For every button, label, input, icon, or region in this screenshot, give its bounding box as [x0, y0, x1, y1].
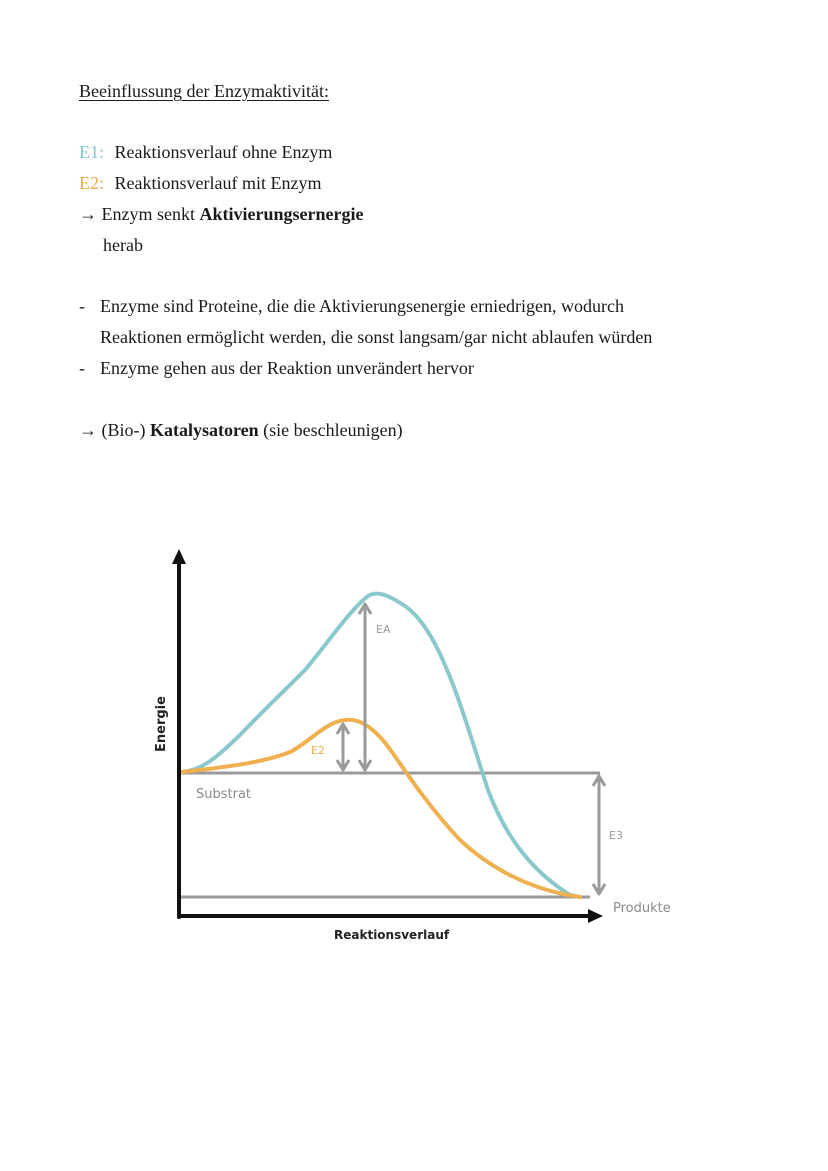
substrate-label: Substrat: [196, 787, 252, 802]
legend-e2-text: Reaktionsverlauf mit Enzym: [114, 173, 322, 193]
e2-label: E2: [311, 744, 325, 757]
ea-label: EA: [376, 623, 391, 636]
products-label: Produkte: [613, 901, 671, 916]
bullet-2-line-1: Enzyme gehen aus der Reaktion unverändert hervor: [100, 358, 474, 378]
legend-e1-text: Reaktionsverlauf ohne Enzym: [114, 142, 333, 162]
conclusion-arrow: →: [79, 204, 97, 224]
bullet-1-line-1: Enzyme sind Proteine, die die Aktivierungsenergie erniedrigen, wodurch: [100, 296, 625, 316]
reaction-energy-arrow: [593, 776, 605, 894]
conclusion-bold: Aktivierungsernergie: [199, 204, 364, 224]
catalyst-prefix: (Bio-): [101, 420, 150, 440]
activation-energy-arrow: [359, 604, 371, 770]
bullet-1-line-2: Reaktionen ermöglicht werden, die sonst langsam/gar nicht ablaufen würden: [100, 327, 653, 347]
uncatalyzed-curve: [182, 594, 580, 897]
conclusion-suffix: herab: [103, 235, 143, 255]
bullet-2-dash: -: [79, 358, 85, 378]
conclusion-prefix: Enzym senkt: [101, 204, 200, 224]
page-title: Beeinflussung der Enzymaktivität:: [79, 81, 329, 101]
catalyzed-curve: [182, 720, 580, 897]
y-axis: [172, 549, 186, 917]
catalyst-bold: Katalysatoren: [150, 420, 259, 440]
x-axis-label: Reaktionsverlauf: [334, 928, 450, 942]
bullet-1-dash: -: [79, 296, 85, 316]
legend-e1-key: E1:: [79, 142, 104, 162]
catalyzed-activation-arrow: [337, 724, 349, 770]
catalyst-suffix: (sie beschleunigen): [258, 420, 403, 440]
legend-e2-key: E2:: [79, 173, 104, 193]
x-axis: [179, 909, 603, 923]
catalyst-arrow: →: [79, 420, 97, 440]
y-axis-label: Energie: [154, 696, 169, 752]
e3-label: E3: [609, 829, 623, 842]
